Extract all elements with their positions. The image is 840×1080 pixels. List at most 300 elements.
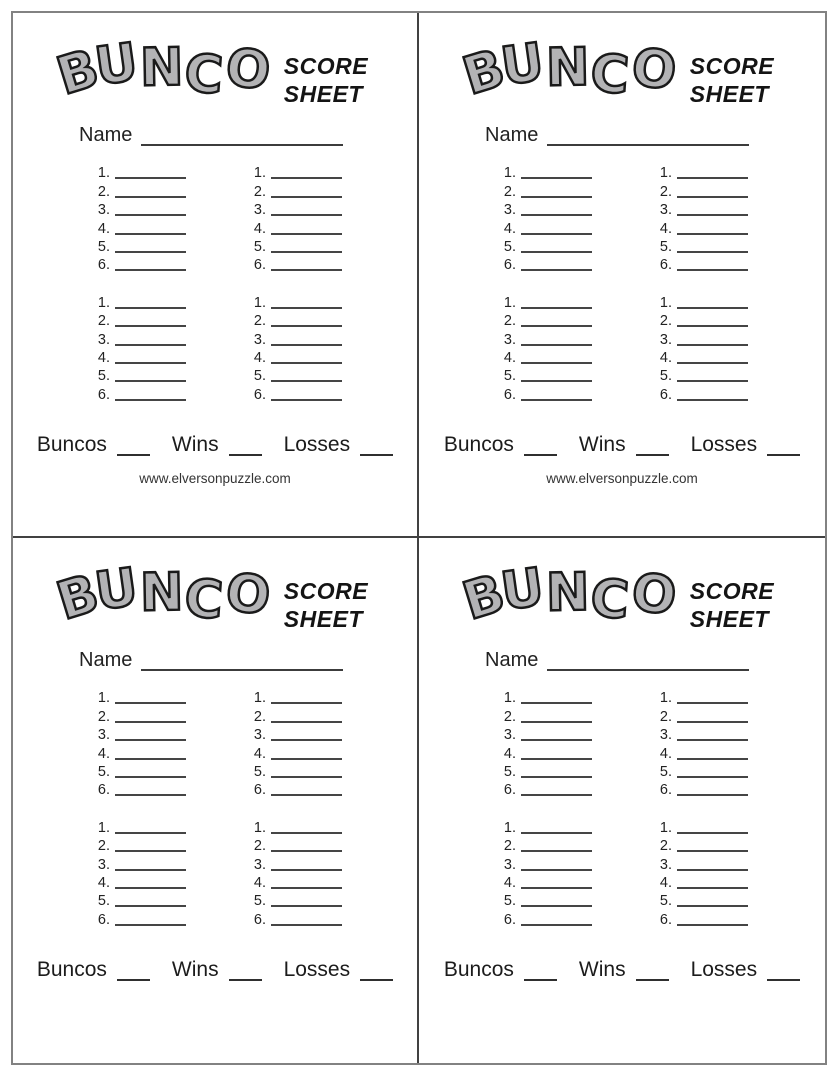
score-blank-line bbox=[115, 305, 186, 309]
logo-letter: N bbox=[139, 562, 184, 624]
score-row bbox=[93, 854, 186, 872]
score-blank-line bbox=[521, 397, 592, 401]
logo-letter: U bbox=[91, 557, 142, 623]
round-number: 5. bbox=[659, 238, 672, 255]
score-column-right bbox=[655, 817, 748, 927]
wins-blank-line bbox=[636, 452, 669, 456]
logo-letter: U bbox=[497, 557, 548, 623]
score-row bbox=[499, 836, 592, 854]
score-column-left bbox=[499, 163, 592, 273]
name-label: Name bbox=[485, 124, 539, 146]
round-number: 5. bbox=[97, 238, 110, 255]
round-number: 3. bbox=[659, 202, 672, 219]
score-blank-line bbox=[677, 719, 748, 723]
round-number: 1. bbox=[659, 819, 672, 836]
round-number: 4. bbox=[503, 220, 516, 237]
round-number: 5. bbox=[659, 893, 672, 910]
round-number: 2. bbox=[503, 313, 516, 330]
total-losses bbox=[691, 431, 801, 457]
round-number: 6. bbox=[97, 911, 110, 928]
score-column-right bbox=[249, 817, 342, 927]
round-number: 6. bbox=[503, 911, 516, 928]
round-number: 3. bbox=[503, 331, 516, 348]
score-blank-line bbox=[115, 249, 186, 253]
score-row bbox=[655, 873, 748, 891]
score-row bbox=[93, 237, 186, 255]
round-number: 1. bbox=[503, 690, 516, 707]
name-row bbox=[485, 125, 825, 147]
round-number: 6. bbox=[659, 911, 672, 928]
round-number: 5. bbox=[503, 368, 516, 385]
round-number: 1. bbox=[659, 165, 672, 182]
score-blank-line bbox=[677, 830, 748, 834]
round-number: 4. bbox=[503, 349, 516, 366]
logo-letter: N bbox=[139, 37, 184, 99]
name-blank-line bbox=[141, 667, 343, 671]
round-number: 4. bbox=[659, 349, 672, 366]
logo-letter: C bbox=[182, 568, 226, 632]
score-row bbox=[655, 762, 748, 780]
title-line-1: SCORE bbox=[283, 53, 369, 79]
score-blank-line bbox=[677, 867, 748, 871]
round-number: 6. bbox=[503, 386, 516, 403]
score-blank-line bbox=[521, 885, 592, 889]
round-number: 4. bbox=[253, 220, 266, 237]
round-number: 6. bbox=[253, 257, 266, 274]
logo-letter: B bbox=[50, 563, 106, 633]
score-blank-line bbox=[115, 774, 186, 778]
score-row bbox=[499, 311, 592, 329]
score-blank-line bbox=[677, 885, 748, 889]
round-number: 6. bbox=[253, 911, 266, 928]
score-sheet-title bbox=[284, 52, 368, 108]
round-number: 3. bbox=[503, 856, 516, 873]
round-number: 5. bbox=[503, 763, 516, 780]
round-number: 2. bbox=[659, 313, 672, 330]
round-number: 3. bbox=[659, 727, 672, 744]
score-blank-line bbox=[677, 397, 748, 401]
logo-letter: B bbox=[456, 38, 512, 108]
score-row bbox=[93, 909, 186, 927]
score-group-1 bbox=[499, 688, 825, 798]
score-blank-line bbox=[521, 848, 592, 852]
score-blank-line bbox=[271, 397, 342, 401]
score-blank-line bbox=[115, 903, 186, 907]
total-wins bbox=[172, 431, 262, 457]
score-blank-line bbox=[115, 397, 186, 401]
score-blank-line bbox=[521, 267, 592, 271]
footer-url: www.elversonpuzzle.com bbox=[139, 470, 291, 486]
round-number: 2. bbox=[659, 183, 672, 200]
losses-blank-line bbox=[767, 452, 800, 456]
score-blank-line bbox=[115, 378, 186, 382]
score-column-left bbox=[93, 688, 186, 798]
score-row bbox=[93, 163, 186, 181]
round-number: 1. bbox=[97, 165, 110, 182]
score-blank-line bbox=[271, 848, 342, 852]
score-row bbox=[499, 255, 592, 273]
score-column-right bbox=[655, 292, 748, 402]
score-row bbox=[499, 200, 592, 218]
buncos-blank-line bbox=[524, 977, 557, 981]
total-losses bbox=[691, 956, 801, 982]
score-sheet-title bbox=[690, 577, 774, 633]
logo-letter: O bbox=[221, 562, 274, 628]
score-row bbox=[499, 725, 592, 743]
name-row bbox=[485, 650, 825, 672]
round-number: 6. bbox=[659, 386, 672, 403]
score-row bbox=[655, 817, 748, 835]
score-group-2 bbox=[93, 292, 417, 402]
name-row bbox=[79, 650, 417, 672]
score-blank-line bbox=[521, 194, 592, 198]
total-losses bbox=[284, 956, 394, 982]
score-blank-line bbox=[115, 792, 186, 796]
score-group-2 bbox=[499, 292, 825, 402]
score-blank-line bbox=[115, 885, 186, 889]
score-blank-line bbox=[677, 903, 748, 907]
score-row bbox=[499, 292, 592, 310]
wins-blank-line bbox=[229, 452, 262, 456]
score-row bbox=[93, 688, 186, 706]
round-number: 3. bbox=[97, 727, 110, 744]
round-number: 4. bbox=[253, 745, 266, 762]
total-buncos bbox=[37, 431, 150, 457]
score-row bbox=[249, 891, 342, 909]
score-row bbox=[93, 780, 186, 798]
round-number: 1. bbox=[97, 690, 110, 707]
score-blank-line bbox=[677, 360, 748, 364]
score-column-right bbox=[249, 688, 342, 798]
name-blank-line bbox=[141, 142, 343, 146]
score-row bbox=[655, 780, 748, 798]
score-blank-line bbox=[271, 903, 342, 907]
score-blank-line bbox=[677, 756, 748, 760]
score-blank-line bbox=[271, 360, 342, 364]
losses-label: Losses bbox=[283, 432, 351, 456]
round-number: 2. bbox=[253, 708, 266, 725]
score-row bbox=[93, 706, 186, 724]
score-group-1 bbox=[93, 688, 417, 798]
score-blank-line bbox=[521, 867, 592, 871]
logo-letter: N bbox=[545, 562, 590, 624]
total-wins bbox=[579, 956, 669, 982]
score-blank-line bbox=[677, 231, 748, 235]
round-number: 2. bbox=[97, 183, 110, 200]
score-blank-line bbox=[271, 323, 342, 327]
score-blank-line bbox=[677, 342, 748, 346]
score-blank-line bbox=[115, 231, 186, 235]
round-number: 3. bbox=[659, 331, 672, 348]
score-row bbox=[249, 762, 342, 780]
round-number: 6. bbox=[253, 782, 266, 799]
score-row bbox=[93, 384, 186, 402]
score-column-right bbox=[249, 163, 342, 273]
score-blank-line bbox=[271, 342, 342, 346]
score-blank-line bbox=[271, 267, 342, 271]
score-blank-line bbox=[677, 774, 748, 778]
score-blank-line bbox=[271, 719, 342, 723]
round-number: 5. bbox=[253, 893, 266, 910]
round-number: 2. bbox=[253, 313, 266, 330]
logo-letter: C bbox=[588, 43, 632, 107]
name-label: Name bbox=[79, 649, 133, 671]
wins-label: Wins bbox=[578, 957, 626, 981]
score-row bbox=[499, 348, 592, 366]
losses-blank-line bbox=[767, 977, 800, 981]
score-row bbox=[249, 181, 342, 199]
round-number: 4. bbox=[97, 745, 110, 762]
round-number: 6. bbox=[659, 782, 672, 799]
score-row bbox=[249, 292, 342, 310]
score-row bbox=[655, 163, 748, 181]
score-row bbox=[249, 725, 342, 743]
score-row bbox=[499, 854, 592, 872]
total-buncos bbox=[444, 956, 557, 982]
logo-letter: O bbox=[627, 37, 680, 103]
score-blank-line bbox=[677, 194, 748, 198]
score-blank-line bbox=[115, 267, 186, 271]
score-row bbox=[93, 200, 186, 218]
round-number: 4. bbox=[503, 874, 516, 891]
round-number: 4. bbox=[503, 745, 516, 762]
score-sheet-title bbox=[284, 577, 368, 633]
score-row bbox=[93, 762, 186, 780]
round-number: 4. bbox=[253, 349, 266, 366]
round-number: 2. bbox=[659, 708, 672, 725]
score-blank-line bbox=[115, 719, 186, 723]
total-losses bbox=[284, 431, 394, 457]
score-group-2 bbox=[499, 817, 825, 927]
score-row bbox=[249, 348, 342, 366]
score-card-bottom-left bbox=[13, 538, 419, 1063]
round-number: 1. bbox=[659, 690, 672, 707]
round-number: 2. bbox=[253, 838, 266, 855]
score-row bbox=[249, 817, 342, 835]
buncos-label: Buncos bbox=[36, 957, 107, 981]
score-blank-line bbox=[677, 848, 748, 852]
bunco-logo bbox=[456, 32, 680, 108]
bunco-logo bbox=[456, 557, 680, 633]
round-number: 5. bbox=[659, 763, 672, 780]
round-number: 2. bbox=[503, 838, 516, 855]
score-row bbox=[655, 311, 748, 329]
score-blank-line bbox=[521, 175, 592, 179]
score-blank-line bbox=[521, 212, 592, 216]
round-number: 5. bbox=[97, 893, 110, 910]
totals-row bbox=[13, 956, 417, 982]
score-blank-line bbox=[521, 756, 592, 760]
score-row bbox=[655, 181, 748, 199]
score-row bbox=[249, 836, 342, 854]
score-column-right bbox=[655, 688, 748, 798]
score-blank-line bbox=[521, 700, 592, 704]
score-row bbox=[655, 200, 748, 218]
score-card-top-left bbox=[13, 13, 419, 538]
score-blank-line bbox=[271, 830, 342, 834]
score-row bbox=[655, 329, 748, 347]
round-number: 4. bbox=[97, 349, 110, 366]
round-number: 3. bbox=[97, 331, 110, 348]
score-row bbox=[499, 181, 592, 199]
score-row bbox=[655, 836, 748, 854]
round-number: 4. bbox=[659, 220, 672, 237]
score-row bbox=[655, 218, 748, 236]
title-line-2: SHEET bbox=[283, 606, 363, 632]
score-blank-line bbox=[677, 792, 748, 796]
score-blank-line bbox=[271, 922, 342, 926]
score-column-left bbox=[499, 817, 592, 927]
score-blank-line bbox=[271, 756, 342, 760]
score-row bbox=[249, 311, 342, 329]
logo-letter: N bbox=[545, 37, 590, 99]
score-blank-line bbox=[115, 175, 186, 179]
buncos-label: Buncos bbox=[443, 432, 514, 456]
round-number: 1. bbox=[503, 294, 516, 311]
round-number: 5. bbox=[659, 368, 672, 385]
score-row bbox=[93, 181, 186, 199]
score-card-bottom-right bbox=[419, 538, 825, 1063]
score-blank-line bbox=[271, 231, 342, 235]
round-number: 2. bbox=[253, 183, 266, 200]
score-row bbox=[655, 909, 748, 927]
score-row bbox=[655, 743, 748, 761]
score-row bbox=[655, 384, 748, 402]
score-blank-line bbox=[115, 323, 186, 327]
score-row bbox=[655, 366, 748, 384]
round-number: 1. bbox=[97, 294, 110, 311]
losses-label: Losses bbox=[283, 957, 351, 981]
score-row bbox=[249, 384, 342, 402]
total-buncos bbox=[444, 431, 557, 457]
score-blank-line bbox=[677, 323, 748, 327]
round-number: 6. bbox=[503, 782, 516, 799]
score-row bbox=[655, 725, 748, 743]
score-row bbox=[93, 891, 186, 909]
round-number: 6. bbox=[97, 386, 110, 403]
score-row bbox=[249, 706, 342, 724]
buncos-blank-line bbox=[117, 452, 150, 456]
round-number: 5. bbox=[97, 368, 110, 385]
score-column-right bbox=[249, 292, 342, 402]
score-row bbox=[93, 348, 186, 366]
logo-letter: U bbox=[91, 32, 142, 98]
score-blank-line bbox=[115, 867, 186, 871]
buncos-label: Buncos bbox=[36, 432, 107, 456]
score-row bbox=[93, 725, 186, 743]
score-row bbox=[93, 218, 186, 236]
name-label: Name bbox=[485, 649, 539, 671]
logo-letter: U bbox=[497, 32, 548, 98]
score-column-left bbox=[93, 817, 186, 927]
score-blank-line bbox=[115, 848, 186, 852]
score-row bbox=[93, 836, 186, 854]
score-row bbox=[655, 688, 748, 706]
name-row bbox=[79, 125, 417, 147]
buncos-blank-line bbox=[117, 977, 150, 981]
score-row bbox=[499, 237, 592, 255]
round-number: 3. bbox=[659, 856, 672, 873]
bunco-logo bbox=[50, 32, 274, 108]
score-blank-line bbox=[271, 792, 342, 796]
score-blank-line bbox=[677, 175, 748, 179]
score-blank-line bbox=[521, 249, 592, 253]
score-blank-line bbox=[115, 342, 186, 346]
score-blank-line bbox=[271, 249, 342, 253]
score-blank-line bbox=[677, 700, 748, 704]
score-sheet-title bbox=[690, 52, 774, 108]
round-number: 5. bbox=[503, 238, 516, 255]
score-blank-line bbox=[521, 360, 592, 364]
score-row bbox=[655, 237, 748, 255]
logo-letter: O bbox=[221, 37, 274, 103]
score-blank-line bbox=[677, 922, 748, 926]
score-row bbox=[499, 909, 592, 927]
score-row bbox=[499, 688, 592, 706]
round-number: 4. bbox=[253, 874, 266, 891]
score-column-left bbox=[93, 163, 186, 273]
score-row bbox=[499, 163, 592, 181]
score-row bbox=[655, 348, 748, 366]
score-column-left bbox=[93, 292, 186, 402]
total-wins bbox=[579, 431, 669, 457]
score-row bbox=[249, 909, 342, 927]
score-blank-line bbox=[271, 194, 342, 198]
score-row bbox=[249, 218, 342, 236]
logo-row bbox=[419, 13, 825, 117]
score-card-top-right bbox=[419, 13, 825, 538]
score-row bbox=[93, 817, 186, 835]
score-row bbox=[655, 891, 748, 909]
score-blank-line bbox=[677, 305, 748, 309]
score-group-2 bbox=[93, 817, 417, 927]
score-blank-line bbox=[677, 249, 748, 253]
score-blank-line bbox=[271, 737, 342, 741]
score-group-1 bbox=[499, 163, 825, 273]
round-number: 1. bbox=[659, 294, 672, 311]
round-number: 6. bbox=[97, 257, 110, 274]
score-blank-line bbox=[521, 378, 592, 382]
round-number: 2. bbox=[97, 313, 110, 330]
losses-blank-line bbox=[360, 452, 393, 456]
totals-row bbox=[419, 956, 825, 982]
round-number: 6. bbox=[659, 257, 672, 274]
score-blank-line bbox=[521, 922, 592, 926]
round-number: 6. bbox=[503, 257, 516, 274]
score-blank-line bbox=[677, 267, 748, 271]
score-blank-line bbox=[521, 305, 592, 309]
totals-row bbox=[13, 431, 417, 457]
losses-label: Losses bbox=[690, 957, 758, 981]
totals-row bbox=[419, 431, 825, 457]
score-blank-line bbox=[271, 885, 342, 889]
score-row bbox=[249, 163, 342, 181]
score-row bbox=[655, 706, 748, 724]
round-number: 6. bbox=[253, 386, 266, 403]
score-blank-line bbox=[521, 342, 592, 346]
score-row bbox=[93, 311, 186, 329]
round-number: 1. bbox=[503, 819, 516, 836]
score-row bbox=[249, 743, 342, 761]
round-number: 1. bbox=[253, 294, 266, 311]
score-row bbox=[499, 384, 592, 402]
logo-letter: C bbox=[182, 43, 226, 107]
logo-row bbox=[13, 13, 417, 117]
score-blank-line bbox=[271, 305, 342, 309]
logo-letter: B bbox=[50, 38, 106, 108]
score-row bbox=[249, 237, 342, 255]
round-number: 2. bbox=[503, 708, 516, 725]
